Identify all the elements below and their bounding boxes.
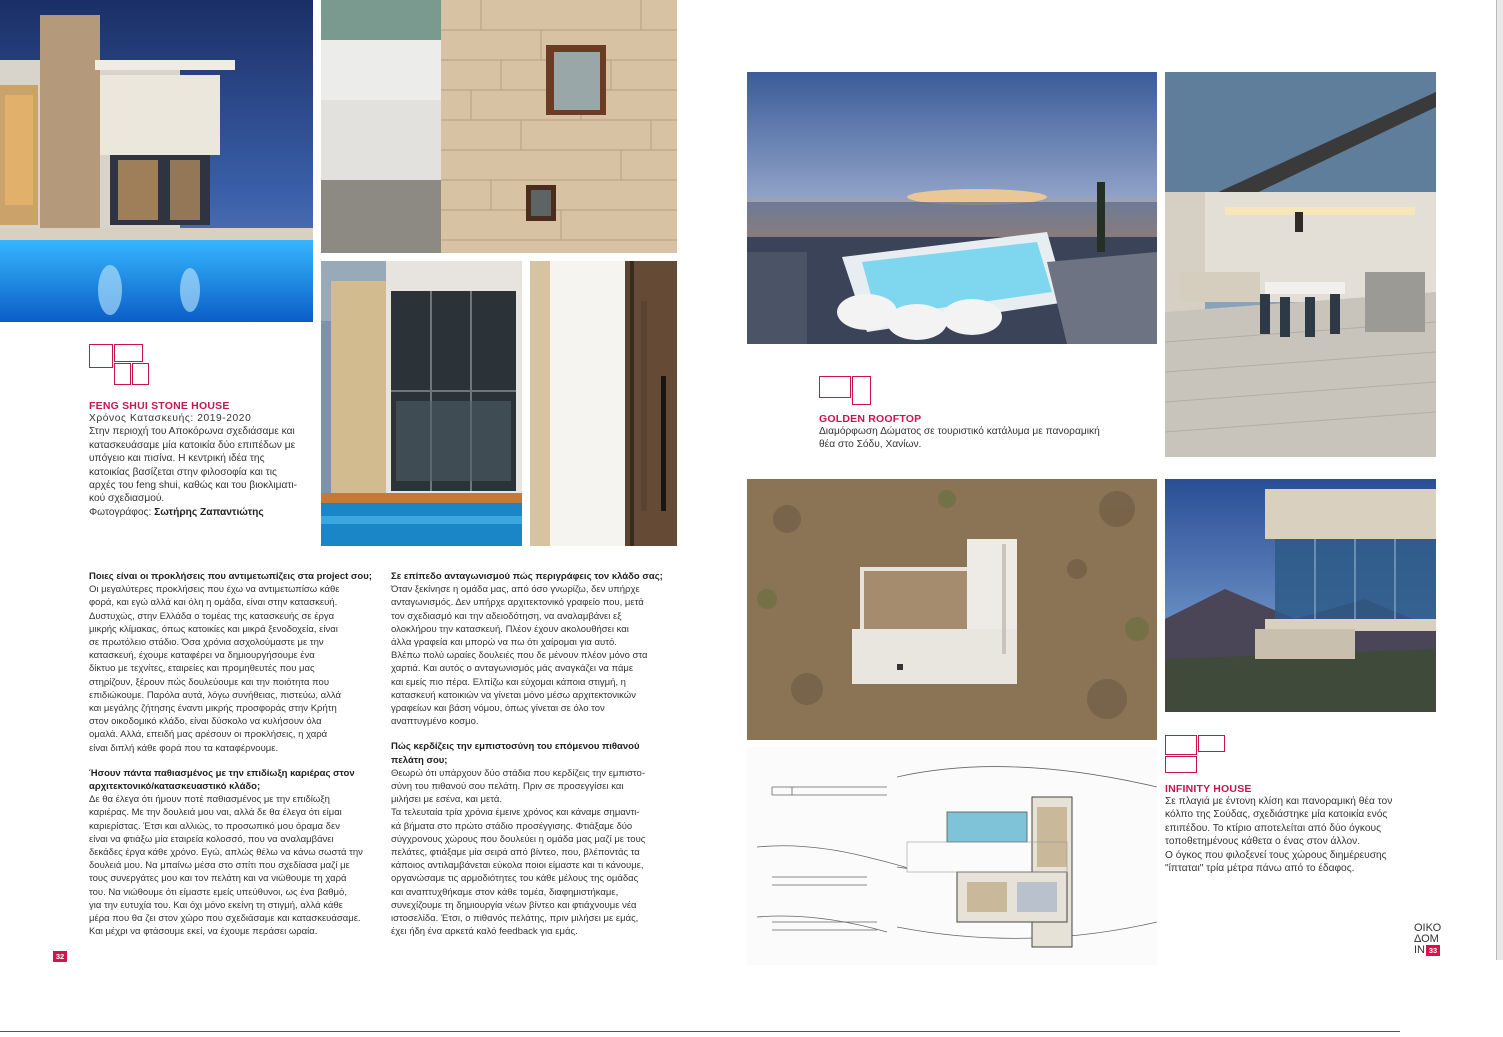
qa-block — [391, 570, 683, 728]
photo-rooftop-jacuzzi — [747, 72, 1157, 344]
answer-line: Δυστυχώς, στην Ελλάδα ο τομέας της κατασκευής σε έργα — [89, 610, 335, 622]
qa-block — [89, 767, 381, 939]
project-line: τοποθετημένους κάθετα ο ένας στον άλλον. — [1165, 836, 1361, 848]
answer-line: στον οικοδομικό κλάδο, είναι δύσκολο να κυλήσουν όλα — [89, 716, 322, 728]
photo-infinity-house — [1165, 479, 1436, 712]
answer-line: σύνη του πιθανού σου πελάτη. Πριν σε προσεγγίσει και — [391, 781, 624, 793]
question: Σε επίπεδο ανταγωνισμού πώς περιγράφεις τον κλάδο σας; — [391, 571, 663, 582]
answer-line: οργανώσαμε τις αρμοδιότητες του κάθε μέλους της ομάδας — [391, 873, 639, 885]
photographer-name: Σωτήρης Ζαπαντιώτης — [154, 506, 264, 518]
answer-line: και μεγάλης ζήτησης έναντι μικρής προσφοράς στην Κρήτη — [89, 703, 337, 715]
answer-line: τους συνεργάτες μου και τον πελάτη και να νιώθουμε τη χαρά — [89, 873, 347, 885]
answer-line: έχει ήδη ένα αρκετά καλό feedback για εμάς. — [391, 926, 578, 938]
answer-line: και αναπτυχθήκαμε στον κάθε τομέα, διαφημιστήκαμε, — [391, 886, 619, 898]
question-line: αρχιτεκτονικό/κατασκευαστικό κλάδο; — [89, 781, 261, 793]
project-line: κατοικίας βασίζεται στην φιλοσοφία και τις — [89, 466, 277, 478]
answer-line: Οι μεγαλύτερες προκλήσεις που έχω να αντιμετωπίσω κάθε — [89, 584, 340, 596]
answer-line: Τα τελευταία τρία χρόνια έμεινε χρόνος και κάναμε σημαντι- — [391, 807, 640, 819]
answer-line: τον σχεδιασμό και την αδειοδότηση, να αναλαμβάνει εξ — [391, 610, 622, 622]
question-line: Πώς κερδίζεις την εμπιστοσύνη του επόμενου πιθανού — [391, 741, 640, 753]
answer-line: είναι να φτιάξω μία εταιρεία κολοσσό, που να αναλαμβάνει — [89, 833, 334, 845]
answer-line: φορά, και εγώ αλλά και όλη η ομάδα, είναι στην κατασκευή. — [89, 597, 338, 609]
page-number-left: 32 — [53, 951, 67, 962]
answer-line: χαρτιά. Και αυτός ο ανταγωνισμός μάς αναγκάζει να πάμε — [391, 663, 634, 675]
project-line: θέα στο Σόδυ, Χανίων. — [819, 439, 922, 451]
answer-line: μικρής κλίμακας, όπως κατοικίες και μικρά ξενοδοχεία, είναι — [89, 623, 338, 635]
photographer-label: Φωτογράφος: — [89, 506, 155, 518]
answer-line: μιλήσει με εσένα, και μετά. — [391, 794, 503, 806]
project-line: κού σχεδιασμού. — [89, 493, 165, 505]
answer-line: άλλα γραφεία και μπορώ να πω ότι χαίρομαι για αυτό. — [391, 637, 617, 649]
infinity-icon-square-1 — [1165, 735, 1197, 755]
project-year: Χρόνος Κατασκευής: 2019-2020 — [89, 413, 252, 424]
logo-line: ΔΟΜ — [1414, 933, 1439, 945]
photo-floor-plan — [747, 747, 1157, 965]
photo-wooden-door — [530, 261, 677, 546]
answer-line: Θεωρώ ότι υπάρχουν δύο στάδια που κερδίζεις την εμπιστο- — [391, 767, 645, 779]
logo-line: ΟΙΚΟ — [1414, 922, 1442, 934]
qa-block — [89, 570, 381, 755]
answer-line: κατασκευή κατοικιών να γίνεται μόνο μέσω αρχιτεκτονικών — [391, 689, 636, 701]
answer-line: κά βήματα στο πρώτο στάδιο προσέγγισης. Φτιάξαμε δύο — [391, 820, 633, 832]
project-icon-square-4 — [132, 363, 149, 385]
photo-glass-facade-pool — [321, 261, 522, 546]
answer-line: ανταγωνισμός. Δεν υπήρχε αρχιτεκτονικό γραφείο που, μετά — [391, 597, 644, 609]
answer-line: Όταν ξεκίνησε η ομάδα μας, από όσο γνωρίζω, δεν υπήρχε — [391, 584, 640, 596]
answer-line: στηρίζουν, ξέρουν πώς δουλεύουμε και την ποιότητα που — [89, 676, 330, 688]
answer-line: σύγχρονους χώρους που δουλεύει η ομάδα μας μαζί με τους — [391, 833, 646, 845]
project-line: επιπέδου. Το κτίριο αποτελείται από δύο όγκους — [1165, 822, 1381, 834]
project-icon-square-1 — [89, 344, 113, 368]
project-line: κόλπο της Σούδας, σχεδιάστηκε μία κατοικία ενός — [1165, 809, 1388, 821]
project-title: FENG SHUI STONE HOUSE — [89, 400, 230, 412]
photographer-credit — [89, 506, 319, 519]
answer-line: επιδιώκουμε. Παρόλα αυτά, λόγω συνήθειας, πιστεύω, αλλά — [89, 689, 342, 701]
rooftop-icon-square-1 — [819, 376, 851, 398]
answer-line: Και μέχρι να φτάσουμε εκεί, να έχουμε περάσει ωραία. — [89, 926, 318, 938]
project-line: Ο όγκος που φιλοξενεί τους χώρους διημέρευσης — [1165, 849, 1387, 861]
logo-line-with-page — [1414, 945, 1450, 956]
project-line: Διαμόρφωση Δώματος σε τουριστικό κατάλυμα με πανοραμική — [819, 426, 1100, 437]
project-line: "ίπταται" τρία μέτρα πάνω από το έδαφος. — [1165, 863, 1355, 875]
answer-line: ιστοσελίδα. Έτσι, ο πιθανός πελάτης, πριν μιλήσει με εμάς, — [391, 913, 639, 925]
answer-line: σε πρωτόλειο στάδιο. Όσα χρόνια ασχολούμαστε με την — [89, 637, 324, 649]
page-edge-right — [1496, 0, 1503, 960]
project-line: Στην περιοχή του Αποκόρωνα σχεδιάσαμε και — [89, 426, 295, 438]
answer-line: καριέρας. Με την δουλειά μου ναι, αλλά δε θα έλεγα ότι είμαι — [89, 807, 342, 819]
project-line: κατασκευάσαμε μία κατοικία δύο επιπέδων με — [89, 439, 296, 451]
answer-line: ολοκλήρου την κατασκευή. Πλέον έχουν ακολουθήσει και — [391, 623, 629, 635]
answer-line: για την ευτυχία του. Και όχι μόνο εκείνη τη στιγμή, αλλά κάθε — [89, 899, 343, 911]
project-feng-shui — [89, 400, 319, 519]
infinity-icon-square-2 — [1198, 735, 1225, 752]
answer-line: δίκτυο με τεχνίτες, εταιρείες και προμηθευτές που μας — [89, 663, 315, 675]
bottom-rule — [0, 1031, 1400, 1032]
answer-line: συνεχίζουμε τη δημιουργία νέων βίντεο και φτιάχνουμε νέα — [391, 899, 637, 911]
rooftop-icon-square-2 — [852, 376, 871, 405]
infinity-icon-square-3 — [1165, 756, 1197, 773]
page-number-right: 33 — [1426, 945, 1440, 956]
answer-line: ομαλά. Αλλά, επειδή μας αρέσουν οι προκλήσεις, η χαρά — [89, 729, 328, 741]
answer-line: είναι διπλή κάθε φορά που τα καταφέρνουμε. — [89, 742, 279, 754]
logo-line: IN — [1414, 944, 1425, 956]
answer-line: του. Να νιώθουμε ότι είμαστε εμείς υπεύθυνοι, ως ένα βαθμό, — [89, 886, 347, 898]
question-line: πελάτη σου; — [391, 754, 448, 766]
photo-stone-wall — [321, 0, 677, 253]
photo-feng-shui-house-dusk — [0, 0, 313, 322]
project-description — [819, 425, 1149, 452]
photo-rooftop-terrace — [1165, 72, 1436, 457]
answer-line: καριερίστας. Έτσι και αλλιώς, το προσωπικό μου όραμα δεν — [89, 820, 340, 832]
answer-line: Δε θα έλεγα ότι ήμουν ποτέ παθιασμένος με την επιδίωξη — [89, 794, 330, 806]
project-title: GOLDEN ROOFTOP — [819, 413, 922, 425]
project-icon-square-3 — [114, 363, 131, 385]
project-line: Σε πλαγιά με έντονη κλίση και πανοραμική θέα τον — [1165, 796, 1393, 807]
interview-column-2 — [391, 570, 683, 950]
answer-line: πελάτες, φτιάξαμε μία σειρά από βίντεο, που, βλέποντάς τα — [391, 847, 640, 859]
answer-line: κάποιος αντιλαμβάνεται εύκολα ποιοι είμαστε και τι κάνουμε, — [391, 860, 644, 872]
project-description — [1165, 795, 1435, 875]
project-line: υπόγειο και πισίνα. Η κεντρική ιδέα της — [89, 453, 265, 465]
answer-line: και εμείς πιο πέρα. Ελπίζω και εύχομαι κάποια στιγμή, η — [391, 676, 626, 688]
answer-line: γραφείων και βάση νόμου, όπως γίνεται σε όλο τον — [391, 703, 605, 715]
answer-line: Βλέπω πολύ ωραίες δουλειές που δε μένουν πλέον μόνο στα — [391, 650, 648, 662]
question: Ποιες είναι οι προκλήσεις που αντιμετωπίζεις στα project σου; — [89, 571, 372, 582]
project-line: αρχές του feng shui, καθώς και του βιοκλιματι- — [89, 480, 298, 492]
answer-line: μέρα που θα ζει στον χώρο που σχεδιάσαμε και κατασκευάσαμε. — [89, 913, 361, 925]
magazine-logo — [1414, 923, 1450, 956]
project-title: INFINITY HOUSE — [1165, 783, 1252, 795]
project-description — [89, 425, 319, 505]
project-icon-square-2 — [114, 344, 143, 362]
answer-line: δουλειά μου. Να μπαίνω μέσα στο σπίτι που σχεδίασα μαζί με — [89, 860, 350, 872]
qa-block — [391, 740, 683, 938]
answer-line: κατασκευή, έχουμε καταφέρει να δημιουργήσουμε ένα — [89, 650, 315, 662]
photo-aerial-construction — [747, 479, 1157, 740]
project-golden-rooftop — [819, 413, 1149, 452]
project-infinity-house — [1165, 783, 1435, 875]
answer-line: δεκάδες έργα κάθε χρόνο. Εγώ, απλώς θέλω να κάνω σωστά την — [89, 847, 363, 859]
question-line: Ήσουν πάντα παθιασμένος με την επιδίωξη καριέρας στον — [89, 767, 355, 779]
interview-column-1 — [89, 570, 381, 950]
answer-line: αναπτυγμένο κοσμο. — [391, 716, 479, 728]
